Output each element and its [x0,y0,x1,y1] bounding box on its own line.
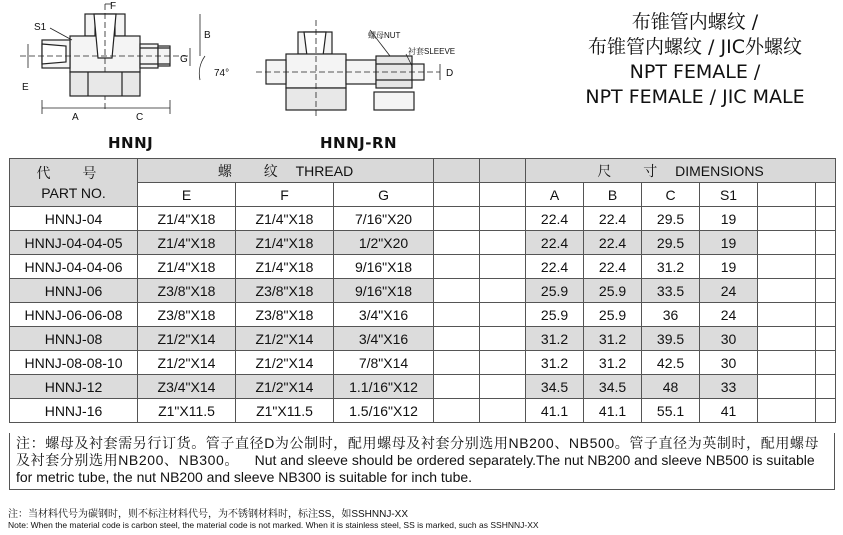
header-blank [434,159,480,183]
cell-b: 25.9 [584,303,642,327]
cell-e: Z3/4"X14 [138,375,236,399]
cell-blank [480,351,526,375]
cell-e: Z1/2"X14 [138,351,236,375]
table-row [10,351,836,375]
cell-e: Z1/4"X18 [138,255,236,279]
cell-blank [434,399,480,423]
cell-f: Z1/2"X14 [236,375,334,399]
dim-a: A [72,112,79,123]
dim-angle: 74° [214,68,230,79]
cell-blank [816,351,836,375]
cell-f: Z1/4"X18 [236,255,334,279]
cell-blank [480,255,526,279]
cell-blank [816,375,836,399]
cell-blank [434,255,480,279]
cell-a: 22.4 [526,231,584,255]
cell-blank [816,207,836,231]
cell-a: 22.4 [526,255,584,279]
table-row [10,303,836,327]
cell-b: 25.9 [584,279,642,303]
header-blank [480,159,526,183]
hnnj-drawing [0,0,260,130]
header-dimensions-en: DIMENSIONS [675,162,764,179]
cell-g: 3/4"X16 [334,303,434,327]
hnnj-rn-drawing [250,0,480,130]
nut-label: 螺母NUT [368,31,401,40]
dim-c: C [136,112,144,123]
header-dimensions [526,159,836,183]
header-dimensions-cn: 尺 寸 [597,162,672,179]
cell-f: Z3/8"X18 [236,303,334,327]
cell-c: 36 [642,303,700,327]
footnote-en: Note: When the material code is carbon steel, the material code is not marked. When it is stainless steel, SS is marked, such as SSHNNJ-XX [8,520,539,530]
title-line-2: 布锥管内螺纹 / JIC外螺纹 [588,36,802,58]
col-e: E [138,183,236,207]
col-a: A [526,183,584,207]
cell-f: Z1/2"X14 [236,351,334,375]
table-row [10,399,836,423]
cell-g: 9/16"X18 [334,279,434,303]
cell-a: 22.4 [526,207,584,231]
cell-g: 1.1/16"X12 [334,375,434,399]
cell-s1: 19 [700,255,758,279]
spec-table [9,158,836,423]
cell-blank [758,375,816,399]
table-row [10,255,836,279]
header-part-cn: 代 号 [36,164,111,181]
cell-blank [758,327,816,351]
header-thread [138,159,434,183]
cell-s1: 24 [700,303,758,327]
cell-blank [480,399,526,423]
col-blank [758,183,816,207]
cell-blank [758,303,816,327]
cell-f: Z1/2"X14 [236,327,334,351]
cell-blank [480,303,526,327]
cell-blank [434,207,480,231]
header-part-en: PART NO. [41,184,106,201]
cell-blank [434,375,480,399]
cell-e: Z3/8"X18 [138,279,236,303]
product-title [565,10,825,110]
cell-a: 41.1 [526,399,584,423]
cell-blank [816,231,836,255]
table-row [10,207,836,231]
cell-b: 41.1 [584,399,642,423]
cell-b: 31.2 [584,351,642,375]
dim-d: D [446,68,454,79]
cell-g: 7/16"X20 [334,207,434,231]
header-thread-en: THREAD [295,162,354,179]
cell-b: 22.4 [584,255,642,279]
cell-b: 22.4 [584,231,642,255]
table-row [10,327,836,351]
cell-blank [816,279,836,303]
cell-blank [480,279,526,303]
table-row [10,375,836,399]
cell-blank [434,303,480,327]
dim-g: G [180,54,188,65]
dim-e: E [22,82,29,93]
cell-f: Z1"X11.5 [236,399,334,423]
spec-table-body [10,207,836,423]
header-thread-cn: 螺 纹 [217,162,292,179]
cell-blank [816,255,836,279]
cell-c: 55.1 [642,399,700,423]
cell-f: Z1/4"X18 [236,207,334,231]
cell-g: 9/16"X18 [334,255,434,279]
cell-c: 31.2 [642,255,700,279]
col-c: C [642,183,700,207]
cell-b: 31.2 [584,327,642,351]
cell-blank [758,351,816,375]
cell-part: HNNJ-12 [10,375,138,399]
dim-b: B [204,30,211,41]
dim-s1: S1 [34,22,47,33]
cell-part: HNNJ-06-06-08 [10,303,138,327]
cell-c: 29.5 [642,231,700,255]
cell-part: HNNJ-04-04-06 [10,255,138,279]
cell-part: HNNJ-08 [10,327,138,351]
cell-a: 34.5 [526,375,584,399]
cell-e: Z1"X11.5 [138,399,236,423]
cell-blank [758,399,816,423]
col-g: G [334,183,434,207]
col-s1: S1 [700,183,758,207]
cell-c: 39.5 [642,327,700,351]
title-line-1: 布锥管内螺纹 / [631,11,759,33]
cell-c: 42.5 [642,351,700,375]
table-row [10,279,836,303]
cell-blank [480,207,526,231]
cell-part: HNNJ-08-08-10 [10,351,138,375]
col-blank [434,183,480,207]
header-part [10,159,138,207]
cell-e: Z3/8"X18 [138,303,236,327]
cell-s1: 41 [700,399,758,423]
cell-blank [434,351,480,375]
cell-s1: 33 [700,375,758,399]
cell-s1: 19 [700,231,758,255]
cell-a: 31.2 [526,351,584,375]
cell-s1: 30 [700,327,758,351]
sleeve-label: 衬套SLEEVE [408,47,456,56]
cell-c: 33.5 [642,279,700,303]
cell-s1: 24 [700,279,758,303]
cell-blank [758,231,816,255]
cell-blank [816,327,836,351]
col-f: F [236,183,334,207]
cell-g: 1/2"X20 [334,231,434,255]
col-blank [480,183,526,207]
cell-e: Z1/2"X14 [138,327,236,351]
cell-blank [480,231,526,255]
cell-blank [816,303,836,327]
cell-s1: 30 [700,351,758,375]
cell-blank [758,255,816,279]
col-blank [816,183,836,207]
cell-g: 7/8"X14 [334,351,434,375]
cell-blank [434,327,480,351]
cell-blank [434,279,480,303]
cell-c: 48 [642,375,700,399]
cell-part: HNNJ-06 [10,279,138,303]
col-b: B [584,183,642,207]
footnote-cn: 注：当材料代号为碳钢时，则不标注材料代号，为不锈钢材料时，标注SS，如SSHNNJ-XX [8,509,409,520]
cell-blank [434,231,480,255]
cell-e: Z1/4"X18 [138,231,236,255]
cell-blank [480,327,526,351]
note-en: Nut and sleeve should be ordered separately.The nut NB200 and sleeve NB500 is suitable for metric tube, the nut NB200 and sleeve NB300 is suitable for inch tube. [16,452,815,485]
model-label-hnnj-rn: HNNJ-RN [320,134,398,152]
cell-a: 31.2 [526,327,584,351]
title-line-4: NPT FEMALE / JIC MALE [585,86,805,108]
cell-b: 34.5 [584,375,642,399]
cell-c: 29.5 [642,207,700,231]
cell-part: HNNJ-16 [10,399,138,423]
cell-f: Z3/8"X18 [236,279,334,303]
note-box [9,433,835,490]
cell-blank [758,207,816,231]
cell-a: 25.9 [526,279,584,303]
cell-g: 3/4"X16 [334,327,434,351]
cell-b: 22.4 [584,207,642,231]
table-row [10,231,836,255]
model-label-hnnj: HNNJ [108,134,154,152]
note-cn: 注：螺母及衬套需另行订货。管子直径D为公制时，配用螺母及衬套分别选用NB200、NB500。管子直径为英制时，配用螺母及衬套分别选用NB200、NB300。 [16,435,820,468]
cell-e: Z1/4"X18 [138,207,236,231]
cell-blank [758,279,816,303]
cell-f: Z1/4"X18 [236,231,334,255]
cell-a: 25.9 [526,303,584,327]
cell-s1: 19 [700,207,758,231]
cell-part: HNNJ-04 [10,207,138,231]
title-line-3: NPT FEMALE / [629,61,761,83]
cell-part: HNNJ-04-04-05 [10,231,138,255]
cell-blank [816,399,836,423]
cell-blank [480,375,526,399]
dim-f: F [110,1,117,12]
cell-g: 1.5/16"X12 [334,399,434,423]
